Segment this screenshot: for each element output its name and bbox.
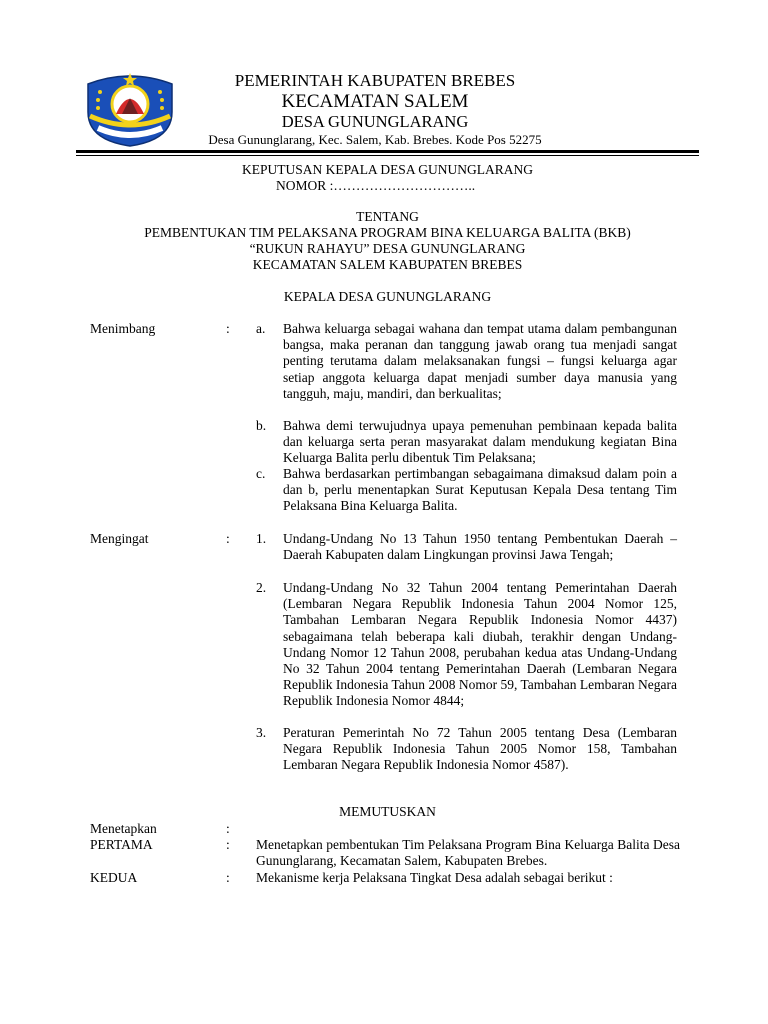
decree-title: KEPUTUSAN KEPALA DESA GUNUNGLARANG [242,162,533,177]
menetapkan-colon: : [226,821,230,836]
mengingat-item-2: Undang-Undang No 32 Tahun 2004 tentang Pemerintahan Daerah (Lembaran Negara Republik Indonesia Tahun 2004 Nomor 125, Tambahan Lembaran Negara Republik Indonesia Nomor 4437) sebagaimana telah beberapa kali diubah, terakhir dengan Undang-Undang Nomor 12 Tahun 2008, perubahan kedua atas Undang-Undang No 32 Tahun 2004 tentang Pemerintahan Daerah (Lembaran Negara Republik Indonesia Tahun 2008 Nomor 59, Tambahan Lembaran Negara Republik Indonesia Nomor 4844; [283,580,677,709]
letterhead-government: PEMERINTAH KABUPATEN BREBES [234,71,516,90]
decree-subject-line2: “RUKUN RAHAYU” DESA GUNUNGLARANG [249,241,526,256]
pertama-text: Menetapkan pembentukan Tim Pelaksana Program Bina Keluarga Balita Desa Gununglarang, Kecamatan Salem, Kabupaten Brebes. [256,837,680,869]
decree-about: TENTANG [356,209,419,224]
decree-subject-line3: KECAMATAN SALEM KABUPATEN BREBES [252,257,523,272]
kedua-label: KEDUA [90,870,138,885]
menimbang-label: Menimbang [90,321,156,336]
mengingat-item-3: Peraturan Pemerintah No 72 Tahun 2005 tentang Desa (Lembaran Negara Republik Indonesia Tahun 2005 Nomor 158, Tambahan Lembaran Negara Republik Indonesia Nomor 4587). [283,725,677,773]
letterhead-divider-thin [76,155,699,156]
decree-number: NOMOR :………………………….. [276,178,476,193]
menimbang-marker-b: b. [256,418,267,433]
pertama-label: PERTAMA [90,837,153,852]
menetapkan-label: Menetapkan [90,821,157,836]
mengingat-marker-2: 2. [256,580,267,595]
regency-emblem-icon [76,70,184,148]
pertama-colon: : [226,837,230,852]
menimbang-item-a: Bahwa keluarga sebagai wahana dan tempat utama dalam pembangunan bangsa, maka peranan dan tanggung jawab orang tua menjadi sangat penting terutama dalam melaksanakan fungsi – fungsi keluarga agar setiap anggota keluarga dapat menjadi sumber daya manusia yang tangguh, maju, mandiri, dan berkualitas; [283,321,677,401]
letterhead-district: KECAMATAN SALEM [281,91,469,112]
memutuskan-heading: MEMUTUSKAN [339,804,436,819]
decree-subject-line1: PEMBENTUKAN TIM PELAKSANA PROGRAM BINA KELUARGA BALITA (BKB) [144,225,631,240]
mengingat-item-1: Undang-Undang No 13 Tahun 1950 tentang Pembentukan Daerah –Daerah Kabupaten dalam Lingkungan provinsi Jawa Tengah; [283,531,677,563]
kedua-colon: : [226,870,230,885]
mengingat-marker-3: 3. [256,725,267,740]
kedua-text: Mekanisme kerja Pelaksana Tingkat Desa adalah sebagai berikut : [256,870,613,885]
menimbang-item-c: Bahwa berdasarkan pertimbangan sebagaimana dimaksud dalam poin a dan b, perlu menentapkan Surat Keputusan Kepala Desa tentang Tim Pelaksana Bina Keluarga Balita. [283,466,677,514]
mengingat-colon: : [226,531,230,546]
menimbang-marker-a: a. [256,321,266,336]
menimbang-marker-c: c. [256,466,266,481]
decree-issuer: KEPALA DESA GUNUNGLARANG [283,289,492,304]
letterhead-village: DESA GUNUNGLARANG [281,112,469,131]
menimbang-item-b: Bahwa demi terwujudnya upaya pemenuhan pembinaan kepada balita dan keluarga serta peran masyarakat dalam mendukung kegiatan Bina Keluarga Balita perlu dibentuk Tim Pelaksana; [283,418,677,466]
menimbang-colon: : [226,321,230,336]
letterhead-address: Desa Gununglarang, Kec. Salem, Kab. Brebes. Kode Pos 52275 [208,132,542,147]
mengingat-label: Mengingat [90,531,149,546]
mengingat-marker-1: 1. [256,531,267,546]
letterhead-divider-thick [76,150,699,153]
